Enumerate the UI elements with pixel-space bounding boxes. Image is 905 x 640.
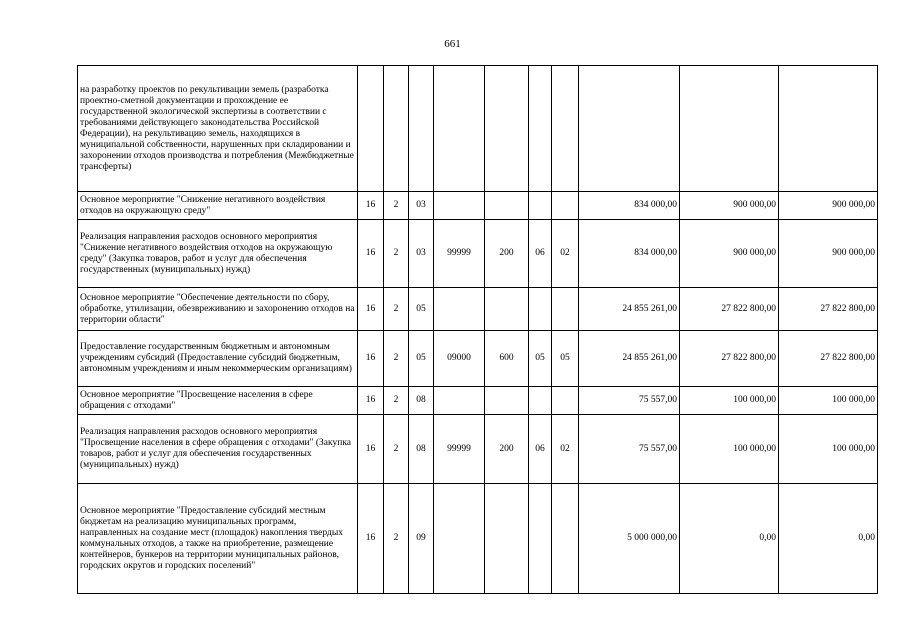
table-row [78, 415, 878, 484]
code-cell: 02 [552, 415, 579, 484]
code-cell: 2 [384, 220, 409, 288]
code-cell: 08 [409, 387, 434, 415]
code-cell [552, 387, 579, 415]
code-cell [529, 288, 552, 331]
code-cell [434, 66, 485, 192]
amount-cell: 24 855 261,00 [579, 288, 680, 331]
amount-cell: 900 000,00 [779, 220, 878, 288]
code-cell: 09 [409, 484, 434, 594]
row-name: на разработку проектов по рекультивации земель (разработка проектно-сметной документации и прохождение ее государственной экологической экспертизы в соответствии с требованиями действующего законодательства Российской Федерации), на рекультивацию земель, находящихся в муниципальной собственности, нарушенных при складировании и захоронении отходов производства и потребления (Межбюджетные трансферты) [78, 66, 358, 192]
code-cell [434, 484, 485, 594]
row-name: Основное мероприятие "Обеспечение деятельности по сбору, обработке, утилизации, обезвреживанию и захоронению отходов на территории области" [78, 288, 358, 331]
code-cell: 05 [409, 331, 434, 387]
amount-cell: 900 000,00 [680, 220, 779, 288]
code-cell: 2 [384, 288, 409, 331]
code-cell: 16 [358, 331, 384, 387]
code-cell: 03 [409, 192, 434, 220]
code-cell: 16 [358, 484, 384, 594]
amount-cell: 100 000,00 [680, 415, 779, 484]
row-name: Основное мероприятие "Снижение негативного воздействия отходов на окружающую среду" [78, 192, 358, 220]
amount-cell: 24 855 261,00 [579, 331, 680, 387]
code-cell: 05 [409, 288, 434, 331]
code-cell: 200 [485, 415, 529, 484]
row-name: Основное мероприятие "Предоставление субсидий местным бюджетам на реализацию муниципальных программ, направленных на создание мест (площадок) накопления твердых коммунальных отходов, а также на приобретение, размещение контейнеров, бункеров на территории муниципальных районов, городских округов и городских поселений" [78, 484, 358, 594]
code-cell: 99999 [434, 220, 485, 288]
code-cell: 99999 [434, 415, 485, 484]
amount-cell: 75 557,00 [579, 387, 680, 415]
table-row [78, 66, 878, 192]
amount-cell [779, 66, 878, 192]
amount-cell: 834 000,00 [579, 220, 680, 288]
code-cell [409, 66, 434, 192]
amount-cell: 100 000,00 [779, 415, 878, 484]
code-cell [384, 66, 409, 192]
code-cell: 05 [552, 331, 579, 387]
code-cell [552, 288, 579, 331]
table-row [78, 288, 878, 331]
row-name: Реализация направления расходов основного мероприятия "Снижение негативного воздействия отходов на окружающую среду" (Закупка товаров, работ и услуг для обеспечения государственных (муниципальных) нужд) [78, 220, 358, 288]
page-number: 661 [444, 38, 461, 50]
code-cell [529, 484, 552, 594]
code-cell: 2 [384, 387, 409, 415]
amount-cell: 27 822 800,00 [680, 331, 779, 387]
code-cell: 16 [358, 220, 384, 288]
amount-cell: 834 000,00 [579, 192, 680, 220]
amount-cell: 100 000,00 [680, 387, 779, 415]
code-cell: 09000 [434, 331, 485, 387]
code-cell [434, 192, 485, 220]
table-row [78, 192, 878, 220]
amount-cell: 900 000,00 [779, 192, 878, 220]
code-cell: 200 [485, 220, 529, 288]
amount-cell: 0,00 [779, 484, 878, 594]
row-name: Предоставление государственным бюджетным и автономным учреждениям субсидий (Предоставление субсидий бюджетным, автономным учреждениям и иным некоммерческим организациям) [78, 331, 358, 387]
amount-cell [680, 66, 779, 192]
amount-cell: 27 822 800,00 [779, 331, 878, 387]
amount-cell: 5 000 000,00 [579, 484, 680, 594]
amount-cell [579, 66, 680, 192]
budget-table [77, 65, 878, 594]
amount-cell: 27 822 800,00 [779, 288, 878, 331]
code-cell: 16 [358, 415, 384, 484]
code-cell [485, 192, 529, 220]
code-cell: 2 [384, 331, 409, 387]
amount-cell: 0,00 [680, 484, 779, 594]
code-cell [434, 387, 485, 415]
code-cell: 600 [485, 331, 529, 387]
code-cell [552, 66, 579, 192]
code-cell [552, 192, 579, 220]
code-cell [485, 66, 529, 192]
code-cell: 08 [409, 415, 434, 484]
code-cell: 03 [409, 220, 434, 288]
code-cell [529, 66, 552, 192]
code-cell: 2 [384, 192, 409, 220]
code-cell: 16 [358, 192, 384, 220]
code-cell: 06 [529, 415, 552, 484]
amount-cell: 75 557,00 [579, 415, 680, 484]
table-row [78, 387, 878, 415]
code-cell [358, 66, 384, 192]
code-cell: 06 [529, 220, 552, 288]
amount-cell: 900 000,00 [680, 192, 779, 220]
code-cell [434, 288, 485, 331]
code-cell: 2 [384, 484, 409, 594]
code-cell [529, 192, 552, 220]
row-name: Основное мероприятие "Просвещение населения в сфере обращения с отходами" [78, 387, 358, 415]
code-cell [529, 387, 552, 415]
code-cell: 02 [552, 220, 579, 288]
code-cell: 16 [358, 288, 384, 331]
table-row [78, 220, 878, 288]
code-cell: 2 [384, 415, 409, 484]
table-row [78, 484, 878, 594]
code-cell [552, 484, 579, 594]
code-cell: 16 [358, 387, 384, 415]
table-row [78, 331, 878, 387]
code-cell [485, 484, 529, 594]
amount-cell: 100 000,00 [779, 387, 878, 415]
code-cell: 05 [529, 331, 552, 387]
amount-cell: 27 822 800,00 [680, 288, 779, 331]
row-name: Реализация направления расходов основного мероприятия "Просвещение населения в сфере обращения с отходами" (Закупка товаров, работ и услуг для обеспечения государственных (муниципальных) нужд) [78, 415, 358, 484]
code-cell [485, 288, 529, 331]
code-cell [485, 387, 529, 415]
